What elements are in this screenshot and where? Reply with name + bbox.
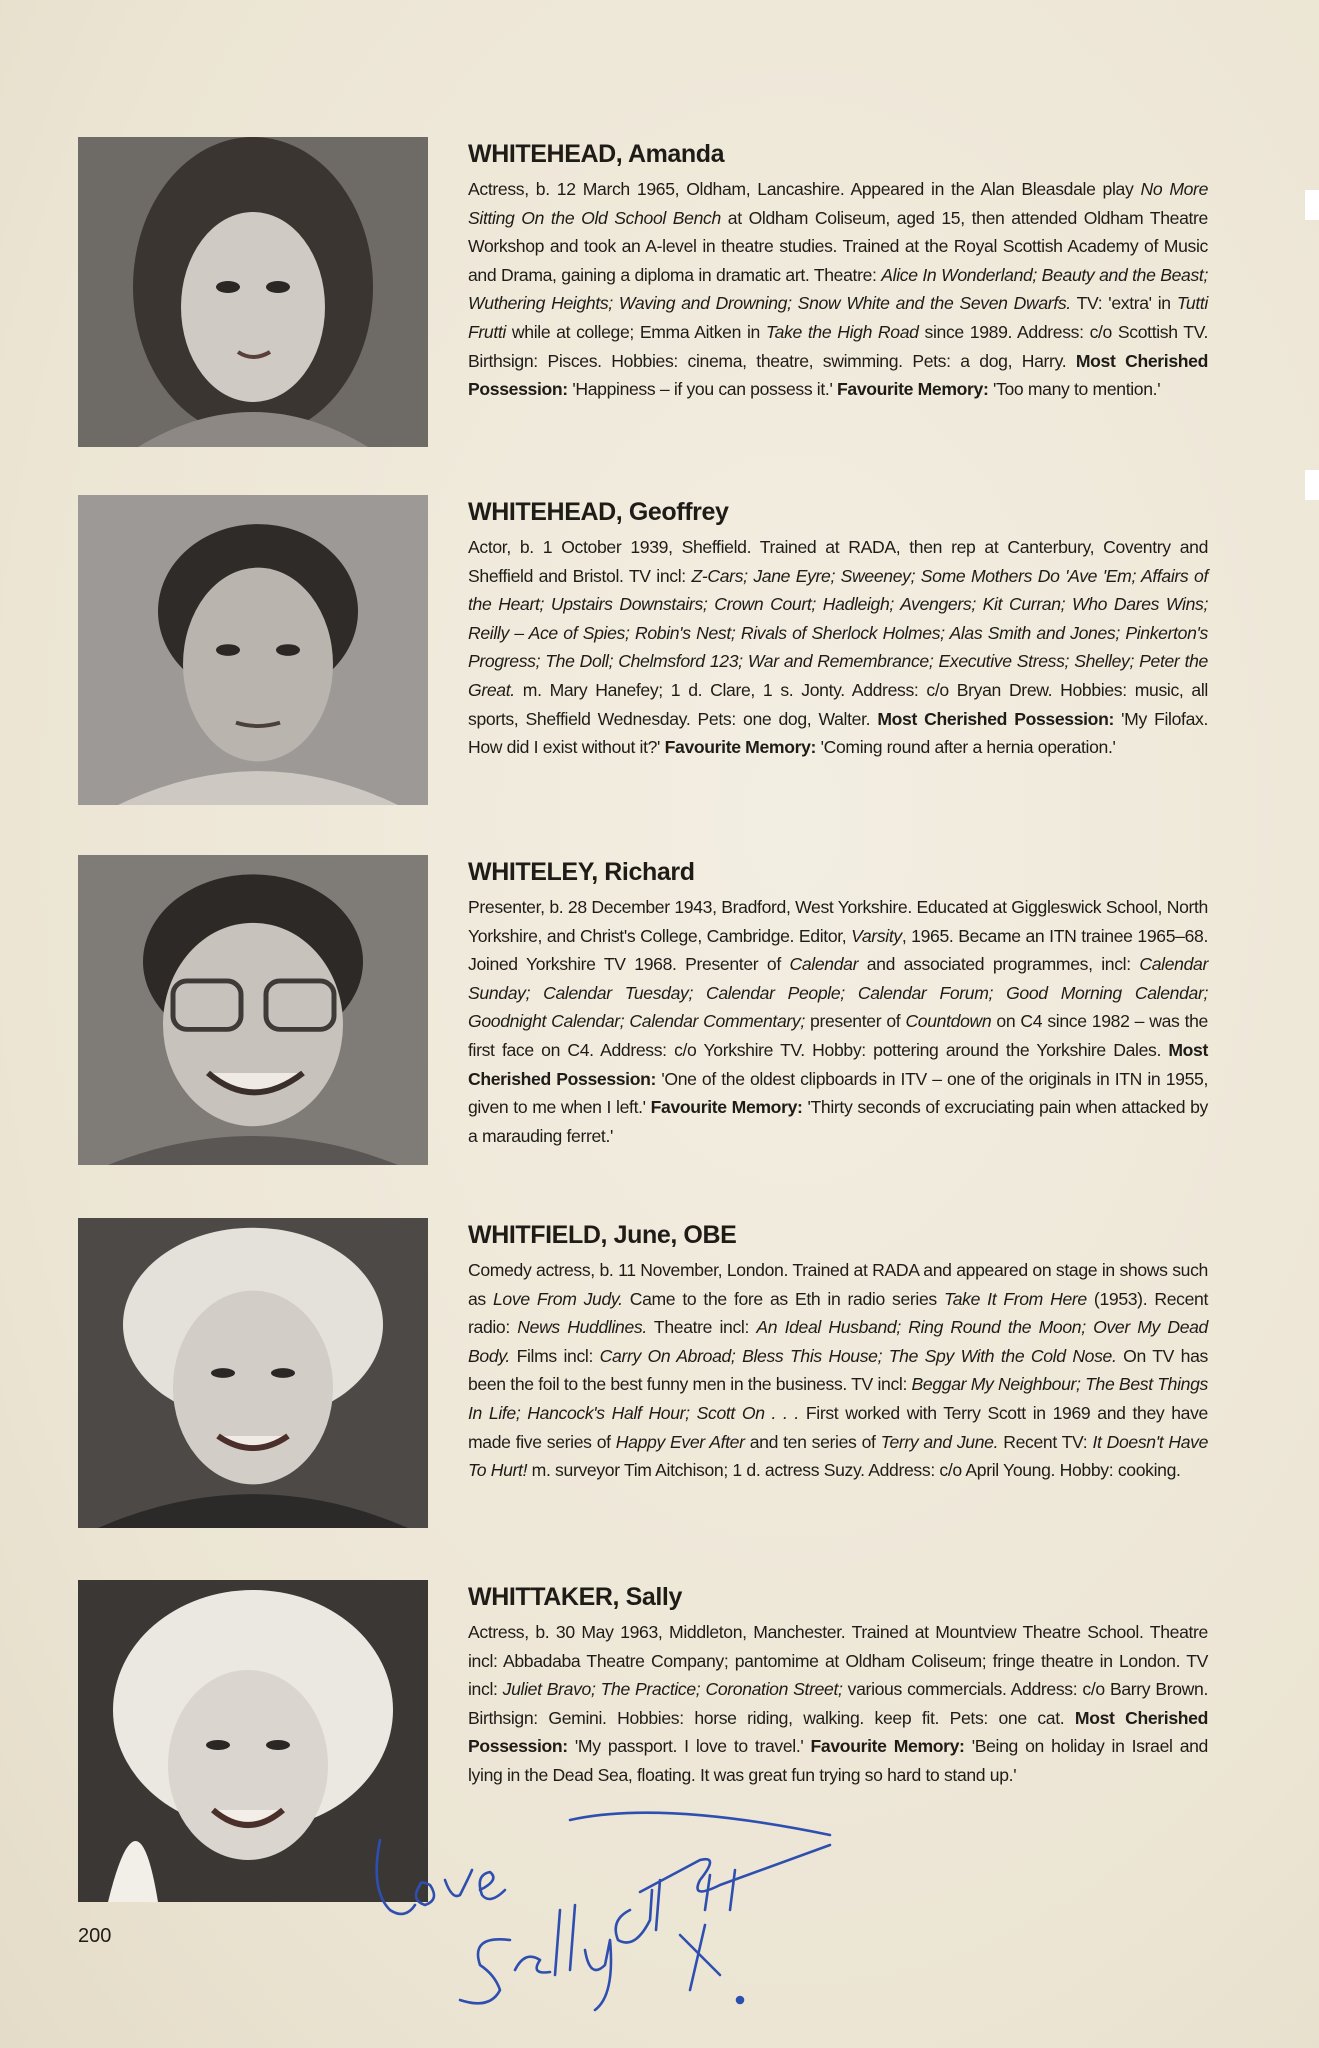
biography-text-run: TV: 'extra' in [1070,293,1177,314]
biography-text-run: Carry On Abroad; Bless This House; The Spy With the Cold Nose. [599,1345,1117,1366]
biography-text-run: Favourite Memory: [837,379,989,400]
entry-name: WHITEHEAD, Amanda [468,140,725,168]
biography-text-run: Actress, b. 30 May 1963, Middleton, Manchester. Trained at Mountview Theatre School. Theatre incl: Abbadaba Theatre Company; pantomime at Oldham Coliseum; fringe theatre in London. TV incl: [468,1622,1208,1700]
biography-text-run: at Oldham Coliseum, aged 15, then attended Oldham Theatre Workshop and took an A-level in theatre studies. Trained at the Royal Scottish Academy of Music and Drama, gaining a diploma in dramatic art. Theatre: [468,207,1208,285]
biography-text-run: An Ideal Husband; Ring Round the Moon; Over My Dead Body. [468,1317,1208,1366]
biography-text-run: First worked with Terry Scott in 1969 and they have made five series of [468,1402,1208,1452]
biography-text-run: Actor, b. 1 October 1939, Sheffield. Trained at RADA, then rep at Canterbury, Coventry and Sheffield and Bristol. TV incl: [468,537,1208,586]
biography-text-run: Juliet Bravo; The Practice; Coronation Street; [502,1679,843,1700]
biography-text-run: presenter of [804,1011,906,1032]
biography-text-run: 'Being on holiday in Israel and lying in the Dead Sea, floating. It was great fun trying so hard to stand up.' [468,1736,1208,1785]
entry-name: WHITTAKER, Sally [468,1583,682,1611]
entry-biography [468,533,1208,762]
handwritten-signature [360,1760,880,2020]
biography-text-run: Came to the fore as Eth in radio series [622,1288,944,1309]
page-tab-mark [1305,470,1319,500]
biography-text-run: Countdown [905,1011,992,1032]
biography-text-run: m. Mary Hanefey; 1 d. Clare, 1 s. Jonty. Address: c/o Bryan Drew. Hobbies: music, all sports, Sheffield Wednesday. Pets: one dog, Walter. [468,679,1208,729]
biography-text-run: on C4 since 1982 – was the first face on C4. Address: c/o Yorkshire TV. Hobby: pottering around the Yorkshire Dales. [468,1011,1208,1060]
biography-text-run: various commercials. Address: c/o Barry Brown. Birthsign: Gemini. Hobbies: horse riding, walking. keep fit. Pets: one cat. [468,1679,1209,1728]
biography-text-run: 'Thirty seconds of excruciating pain when attacked by a marauding ferret.' [468,1097,1209,1146]
biography-text-run: Presenter, b. 28 December 1943, Bradford, West Yorkshire. Educated at Giggleswick School, North Yorkshire, and Christ's College, Cambridge. Editor, [468,897,1208,946]
biography-text-run: Varsity [851,925,902,946]
biography-text-run: Favourite Memory: [810,1736,965,1757]
biography-text-run: Tutti Frutti [468,293,1208,342]
biography-text-run: Favourite Memory: [664,737,817,758]
biography-text-run: 'Coming round after a hernia operation.' [816,737,1116,758]
biography-text-run: On TV has been the foil to the best funny men in the business. TV incl: [468,1345,1208,1395]
biography-text-run: Theatre incl: [646,1317,757,1338]
biography-text-run: 'My passport. I love to travel.' [567,1736,811,1757]
biography-text-run: Most Cherished Possession: [468,350,1208,400]
biography-text-run: It Doesn't Have To Hurt! [468,1431,1209,1481]
biography-text-run: Take It From Here [943,1288,1087,1309]
entry-name: WHITELEY, Richard [468,858,695,886]
biography-text-run: Happy Ever After [615,1431,745,1452]
entry-name: WHITEHEAD, Geoffrey [468,498,729,526]
portrait-photo [78,495,428,805]
page-number: 200 [78,1925,112,1947]
portrait-photo [78,855,428,1165]
biography-text-run: 'Happiness – if you can possess it.' [567,379,837,400]
biography-text-run: Terry and June. [880,1431,999,1452]
portrait-photo [78,1218,428,1528]
biography-text-run: m. surveyor Tim Aitchison; 1 d. actress Suzy. Address: c/o April Young. Hobby: cooking. [527,1460,1181,1481]
biography-text-run: Recent TV: [998,1431,1093,1452]
biography-text-run: Alice In Wonderland; Beauty and the Beast; Wuthering Heights; Waving and Drowning; Snow White and the Seven Dwarfs. [468,264,1208,314]
entry-biography [468,893,1208,1150]
biography-text-run: Comedy actress, b. 11 November, London. Trained at RADA and appeared on stage in shows such as [468,1260,1208,1309]
biography-text-run: since 1989. Address: c/o Scottish TV. Birthsign: Pisces. Hobbies: cinema, theatre, swimming. Pets: a dog, Harry. [468,321,1209,371]
entry-biography [468,1256,1208,1485]
biography-text-run: Films incl: [509,1345,600,1366]
portrait-photo [78,137,428,447]
biography-text-run: Take the High Road [765,321,919,342]
page-tab-mark [1305,190,1319,220]
biography-text-run: Beggar My Neighbour; The Best Things In Life; Hancock's Half Hour; Scott On . . . [468,1374,1208,1423]
biography-text-run: Favourite Memory: [650,1097,803,1118]
biography-text-run: Actress, b. 12 March 1965, Oldham, Lancashire. Appeared in the Alan Bleasdale play [468,179,1141,199]
biography-text-run: 'Too many to mention.' [988,379,1161,400]
biography-text-run: Most Cherished Possession: [468,1707,1208,1757]
biography-text-run: Love From Judy. [493,1288,623,1309]
biography-text-run: , 1965. Became an ITN trainee 1965–68. Joined Yorkshire TV 1968. Presenter of [468,925,1208,975]
entry-biography [468,175,1208,404]
biography-text-run: Calendar Sunday; Calendar Tuesday; Calendar People; Calendar Forum; Good Morning Calendar; Goodnight Calendar; Calendar Commentary; [468,954,1208,1032]
biography-text-run: No More Sitting On the Old School Bench [468,179,1209,228]
biography-text-run: while at college; Emma Aitken in [505,321,766,342]
biography-text-run: (1953). Recent radio: [468,1288,1208,1338]
biography-text-run: Most Cherished Possession: [468,1039,1208,1089]
biography-text-run: and ten series of [744,1431,881,1452]
entry-name: WHITFIELD, June, OBE [468,1221,737,1249]
biography-text-run: and associated programmes, incl: [858,954,1140,975]
biography-text-run: 'One of the oldest clipboards in ITV – one of the originals in ITN in 1955, given to me when I left.' [468,1068,1208,1118]
biography-text-run: Most Cherished Possession: [877,708,1114,729]
biography-text-run: News Huddlines. [517,1317,647,1338]
biography-text-run: Calendar [789,954,859,975]
biography-text-run: Z-Cars; Jane Eyre; Sweeney; Some Mothers Do 'Ave 'Em; Affairs of the Heart; Upstairs Downstairs; Crown Court; Hadleigh; Avengers; Kit Curran; Who Dares Wins; Reilly – Ace of Spies; Robin's Nest; Rivals of Sherlock Holmes; Alas Smith and Jones; Pinkerton's Progress; The Doll; Chelmsford 123; War and Remembrance; Executive Stress; Shelley; Peter the Great. [468,565,1208,700]
biography-text-run: 'My Filofax. How did I exist without it?' [468,708,1209,758]
